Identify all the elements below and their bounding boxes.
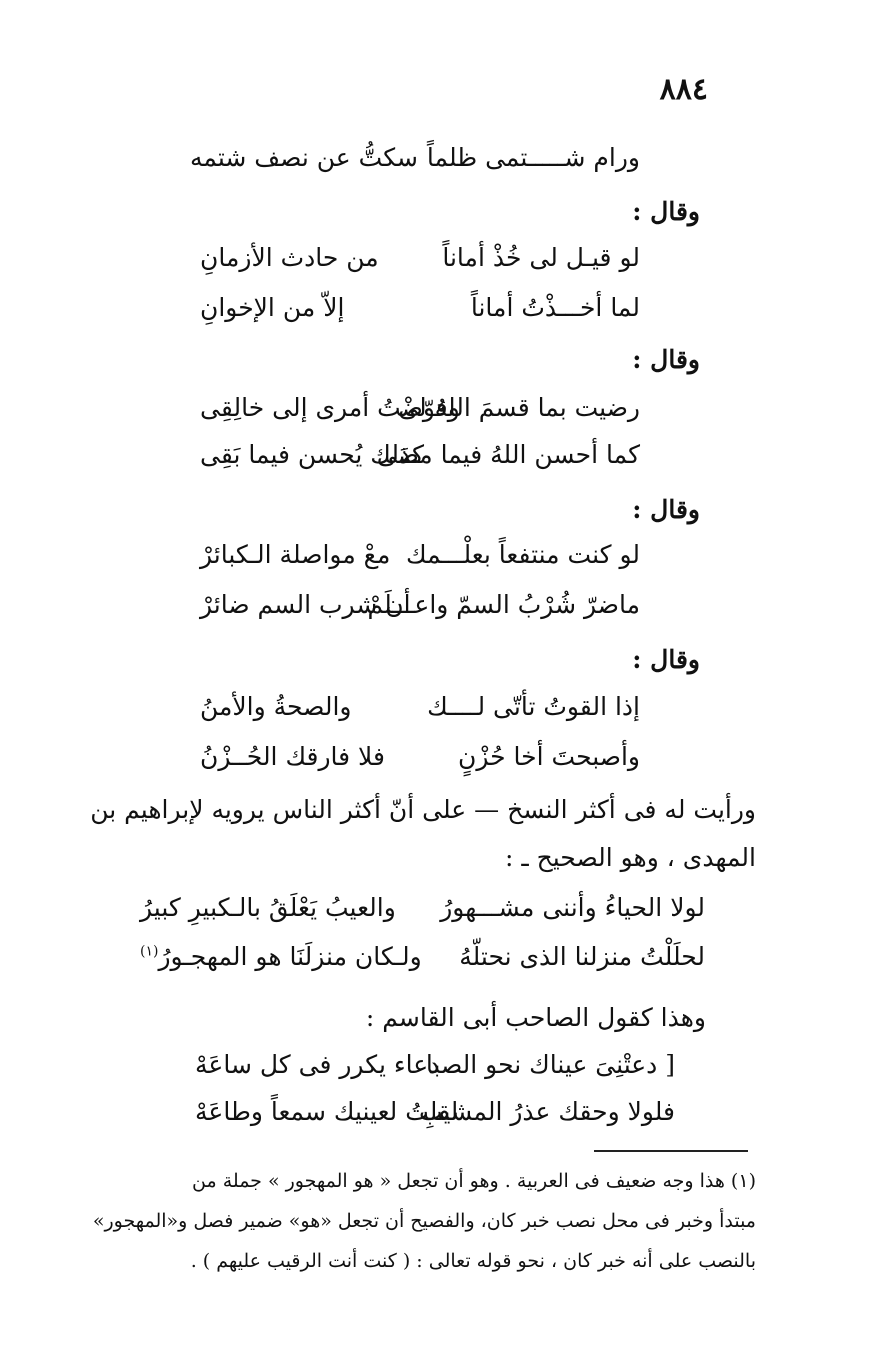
poem3-verse-2	[200, 590, 640, 636]
poem2-verse-2	[200, 440, 640, 486]
hemistich-right: ورام شـــــتمى ظلماً	[426, 143, 640, 172]
hemistich-left: والعيبُ يَعْلَقُ بالـكبيرِ كبيرُ	[140, 893, 396, 922]
hemistich-right: لو قيـل لى خُذْ أماناً	[442, 243, 640, 272]
hemistich-left: كذلك يُحسن فيما بَقِى	[200, 440, 424, 469]
hemistich-right: رضيت بما قسمَ اللهُ لى	[398, 393, 640, 422]
poem4-verse-2	[200, 742, 640, 788]
poem5-verse-1	[140, 893, 705, 939]
hemistich-left: دعاء يكرر فى كل ساعَهْ	[195, 1050, 440, 1079]
label-said: وقال :	[632, 495, 700, 524]
hemistich-right: لحلَلْتُ منزلنا الذى نحتلّهُ	[459, 942, 705, 971]
hemistich-left: لقلتُ لعينيك سمعاً وطاعَهْ	[195, 1097, 459, 1126]
hemistich-left: إلاّ من الإخوانِ	[200, 293, 345, 322]
hemistich-right: لو كنت منتفعاً بعلْـــمك	[406, 540, 640, 569]
hemistich-left: وفوّضْتُ أمرى إلى خالِقِى	[200, 393, 460, 422]
footnote-mark: (١)	[140, 943, 159, 960]
hemistich-left: سكتُّ عن نصف شتمه	[190, 143, 418, 172]
hemistich-right: فلولا وحقك عذرُ المشيبِ	[418, 1097, 675, 1126]
hemistich-left: والصحةُ والأمنُ	[200, 692, 352, 721]
label-said: وقال :	[632, 197, 700, 226]
poem5-verse-2	[140, 942, 705, 988]
hemistich-left: فلا فارقك الحُــزْنُ	[200, 742, 385, 771]
poem6-verse-2	[195, 1097, 675, 1143]
footnote-line: بالنصب على أنه خبر كان ، نحو قوله تعالى : ( كنت أنت الرقيب عليهم ) .	[190, 1250, 756, 1272]
hemistich-right: لولا الحياءُ وأننى مشـــهورُ	[440, 893, 705, 922]
prose-paragraph-line: المهدى ، وهو الصحيح ـ :	[504, 843, 756, 872]
footnote-line: مبتدأ وخبر فى محل نصب خبر كان، والفصيح أن تجعل «هو» ضمير فصل و«المهجور»	[92, 1210, 756, 1232]
hemistich-right: لما أخـــذْتُ أماناً	[470, 293, 640, 322]
verse-top	[190, 143, 640, 189]
hemistich-left: من حادث الأزمانِ	[200, 243, 379, 272]
footnote-line: (١) هذا وجه ضعيف فى العربية . وهو أن تجعل « هو المهجور » جملة من	[192, 1170, 756, 1192]
prose-paragraph-line: ورأيت له فى أكثر النسخ — على أنّ أكثر الناس يرويه لإبراهيم بن	[90, 795, 756, 824]
label-said: وقال :	[632, 645, 700, 674]
poem1-verse-1	[200, 243, 640, 289]
hemistich-right: [ دعتْنِىَ عيناك نحو الصبا	[425, 1050, 675, 1079]
hemistich-right: وأصبحتَ أخا حُزْنٍ	[458, 742, 640, 771]
hemistich-left: معْ مواصلة الـكبائرْ	[200, 540, 391, 569]
footnote-separator	[594, 1150, 748, 1152]
poem3-verse-1	[200, 540, 640, 586]
poem1-verse-2	[200, 293, 640, 339]
hemistich-right: كما أحسن اللهُ فيما مضَى	[376, 440, 640, 469]
hemistich-right: إذا القوتُ تأتّى لــــك	[427, 692, 640, 721]
poem6-verse-1	[195, 1050, 675, 1096]
prose-intro-line: وهذا كقول الصاحب أبى القاسم :	[365, 1003, 706, 1032]
poem4-verse-1	[200, 692, 640, 738]
hemistich-text: ولـكان منزلَنَا هو المهجـورُ	[158, 942, 422, 971]
page-number: ٨٨٤	[659, 72, 708, 107]
hemistich-left: أن شرب السم ضائرْ	[200, 590, 411, 619]
label-said: وقال :	[632, 345, 700, 374]
poem2-verse-1	[200, 393, 640, 439]
hemistich-right: ماضرّ شُرْبُ السمّ واعـــلَمْ	[367, 590, 640, 619]
hemistich-left	[140, 942, 422, 971]
